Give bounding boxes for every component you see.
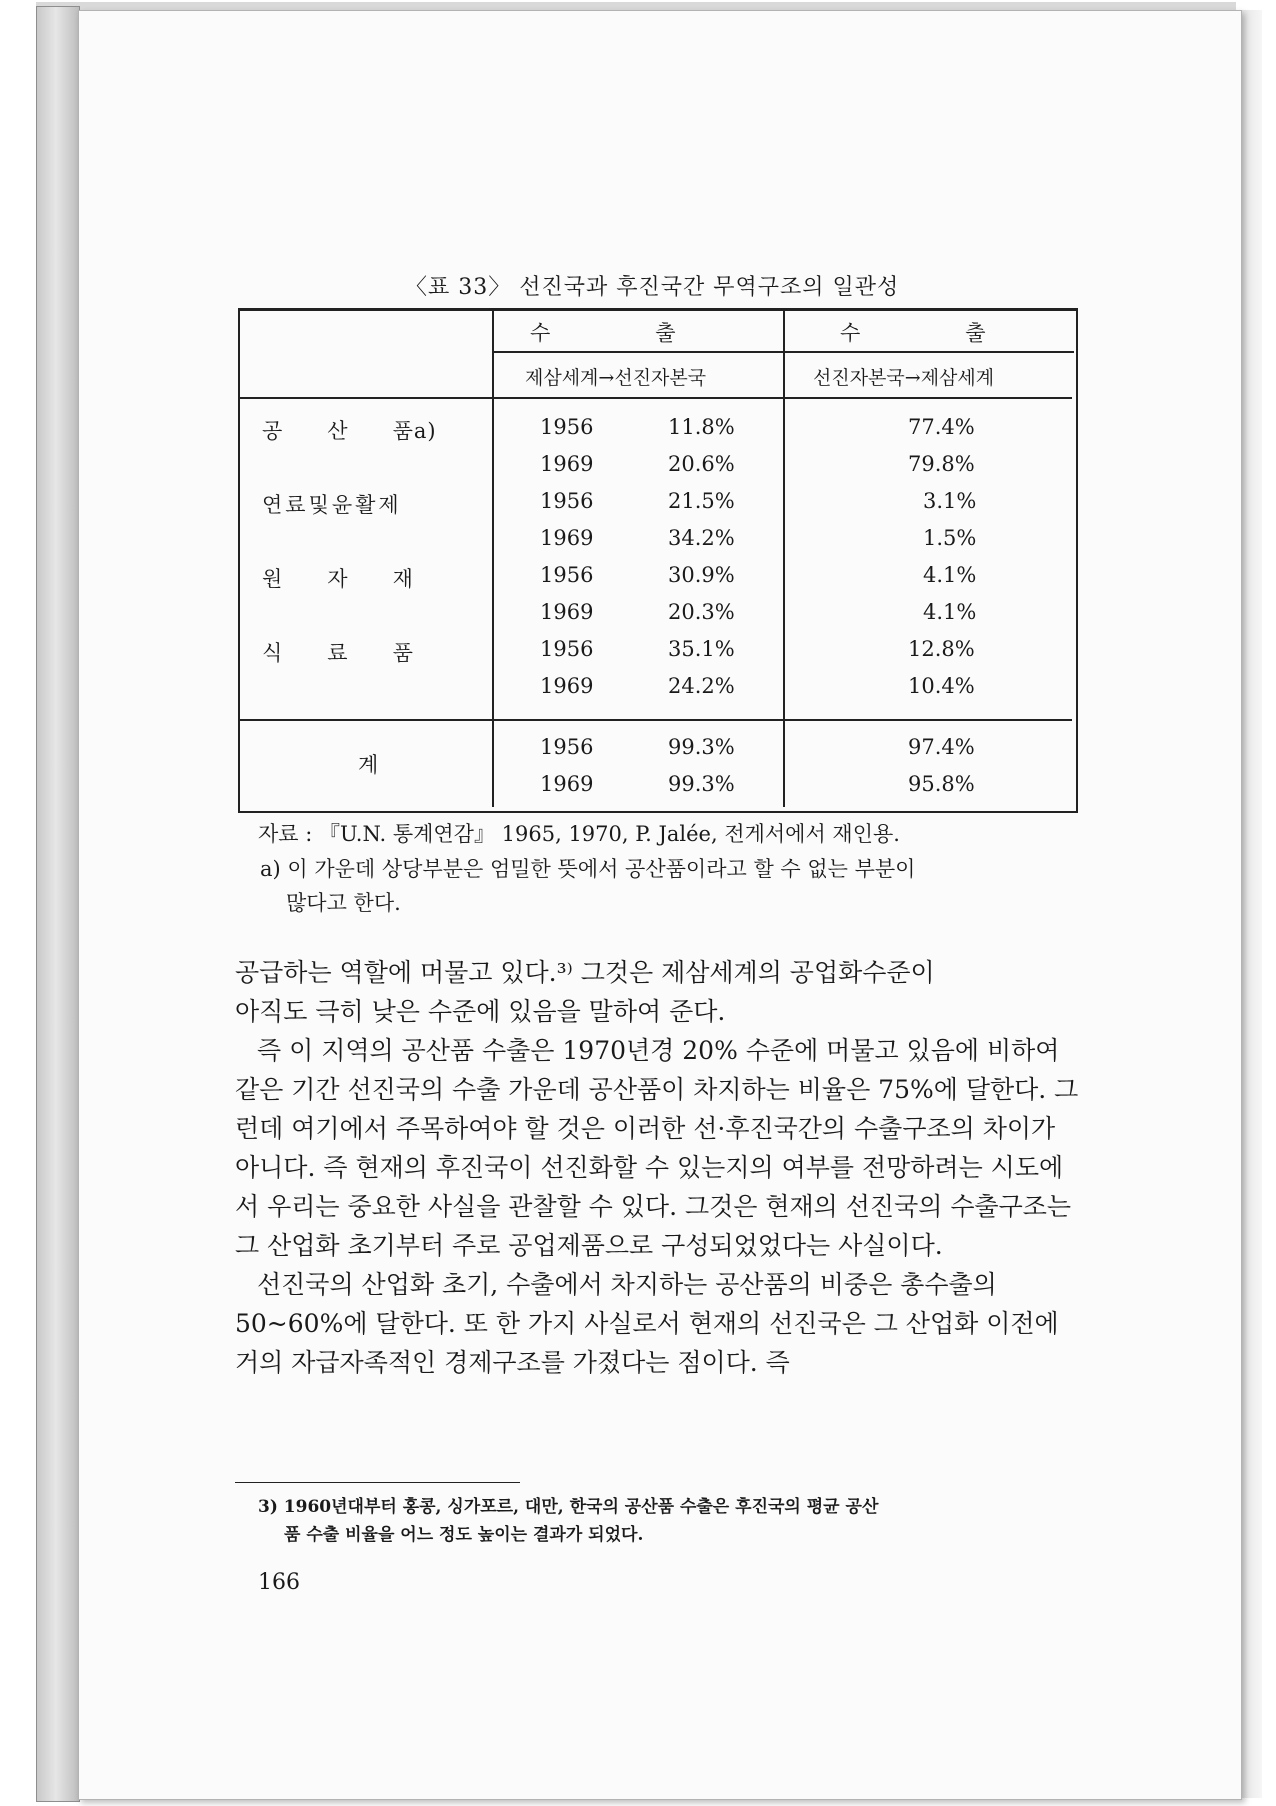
paragraph-1-line-1: 공급하는 역할에 머물고 있다.³⁾ 그것은 제삼세계의 공업화수준이 <box>235 958 935 987</box>
note-line-2: 많다고 한다. <box>286 891 401 915</box>
header-export-2: 수 출 <box>840 321 986 345</box>
category-fuels: 연료및윤활제 <box>262 493 402 517</box>
row-value-1: 30.9% <box>668 563 735 587</box>
total-year: 1969 <box>540 772 594 796</box>
paragraph-1-line-2: 아직도 극히 낮은 수준에 있음을 말하여 준다. <box>235 997 726 1026</box>
row-year: 1956 <box>540 563 594 587</box>
row-year: 1956 <box>540 489 594 513</box>
total-value-1: 99.3% <box>668 735 735 759</box>
footnote <box>258 1493 1088 1549</box>
row-value-2: 3.1% <box>923 489 977 513</box>
page-number: 166 <box>258 1570 300 1595</box>
total-label: 계 <box>358 753 379 777</box>
row-year: 1969 <box>540 674 594 698</box>
trade-structure-table <box>238 308 1078 813</box>
category-foodstuffs: 식 료 품 <box>262 641 414 665</box>
row-value-2: 1.5% <box>923 526 977 550</box>
row-year: 1969 <box>540 600 594 624</box>
note-line-1: a) 이 가운데 상당부분은 엄밀한 뜻에서 공산품이라고 할 수 없는 부분이 <box>260 857 916 881</box>
row-value-1: 35.1% <box>668 637 735 661</box>
row-year: 1956 <box>540 637 594 661</box>
row-value-1: 11.8% <box>668 415 735 439</box>
row-value-2: 77.4% <box>908 415 975 439</box>
total-value-1: 99.3% <box>668 772 735 796</box>
table-divider-columns <box>783 311 785 807</box>
footnote-line-2: 품 수출 비율을 어느 정도 높이는 결과가 되었다. <box>284 1525 644 1545</box>
category-raw-materials: 원 자 재 <box>262 567 414 591</box>
row-value-2: 79.8% <box>908 452 975 476</box>
row-value-1: 20.3% <box>668 600 735 624</box>
table-caption: 〈표 33〉 선진국과 후진국간 무역구조의 일관성 <box>405 275 900 300</box>
row-value-1: 24.2% <box>668 674 735 698</box>
paragraph-2: 즉 이 지역의 공산품 수출은 1970년경 20% 수준에 머물고 있음에 비하여 같은 기간 선진국의 수출 가운데 공산품이 차지하는 비율은 75%에 달한다. 그런데 여기에서 주목하여야 할 것은 이러한 선·후진국간의 수출구조의 차이가 아니다. 즉 현재의 후진국이 선진화할 수 있는지의 여부를 전망하려는 시도에서 우리는 중요한 사실을 관찰할 수 있다. 그것은 현재의 선진국의 수출구조는 그 산업화 초기부터 주로 공업제품으로 구성되었었다는 사실이다. <box>235 1036 1079 1260</box>
row-value-1: 34.2% <box>668 526 735 550</box>
header-sub-2: 선진자본국→제삼세계 <box>813 367 995 389</box>
row-value-2: 10.4% <box>908 674 975 698</box>
header-export-1: 수 출 <box>530 321 676 345</box>
row-value-1: 21.5% <box>668 489 735 513</box>
row-value-2: 4.1% <box>923 600 977 624</box>
row-value-2: 12.8% <box>908 637 975 661</box>
header-bottom-rule <box>240 397 1072 399</box>
header-sub-1: 제삼세계→선진자본국 <box>525 367 707 389</box>
header-divider <box>492 351 1074 353</box>
total-top-rule <box>240 719 1072 721</box>
table-source: 자료 : 『U.N. 통계연감』 1965, 1970, P. Jalée, 전게서에서 재인용. <box>258 822 900 846</box>
body-text <box>235 953 1080 1382</box>
table-note-a <box>260 852 1080 920</box>
table-divider-category <box>492 311 494 807</box>
row-value-1: 20.6% <box>668 452 735 476</box>
category-manufactures: 공 산 품a) <box>262 419 437 443</box>
total-value-2: 95.8% <box>908 772 975 796</box>
row-year: 1956 <box>540 415 594 439</box>
footnote-line-1: 3) 1960년대부터 홍콩, 싱가포르, 대만, 한국의 공산품 수출은 후진국의 평균 공산 <box>258 1497 879 1517</box>
row-value-2: 4.1% <box>923 563 977 587</box>
book-spine <box>36 6 80 1802</box>
footnote-rule <box>235 1482 520 1483</box>
total-year: 1956 <box>540 735 594 759</box>
row-year: 1969 <box>540 452 594 476</box>
total-value-2: 97.4% <box>908 735 975 759</box>
page-edge-shadow <box>1240 10 1262 1798</box>
paragraph-3: 선진국의 산업화 초기, 수출에서 차지하는 공산품의 비중은 총수출의 50~60%에 달한다. 또 한 가지 사실로서 현재의 선진국은 그 산업화 이전에 거의 자급자족적인 경제구조를 가졌다는 점이다. 즉 <box>235 1270 1059 1377</box>
row-year: 1969 <box>540 526 594 550</box>
